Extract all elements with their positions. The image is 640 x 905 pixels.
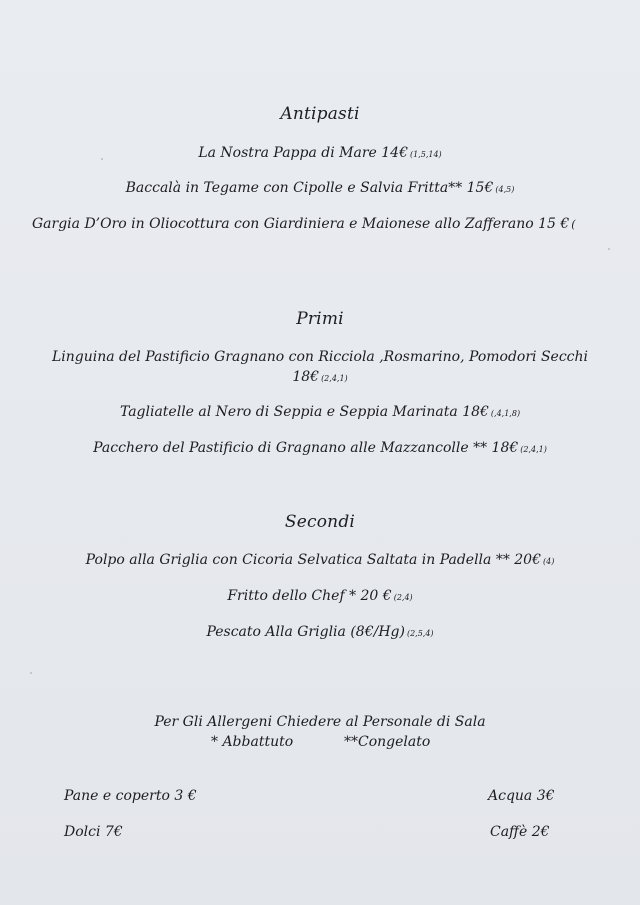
allergen-codes: (4) — [543, 557, 555, 566]
dish-name: Fritto dello Chef * 20 € — [227, 588, 392, 604]
menu-item — [0, 180, 640, 196]
dish-name: Pescato Alla Griglia (8€/Hg) — [206, 624, 405, 640]
menu-item — [0, 404, 640, 420]
allergen-codes: (2,4,1) — [321, 374, 348, 383]
dish-name: La Nostra Pappa di Mare 14€ — [198, 145, 408, 161]
allergen-note: Per Gli Allergeni Chiedere al Personale di Sala — [154, 714, 486, 730]
allergen-codes: (2,5,4) — [406, 629, 434, 638]
dish-name: Tagliatelle al Nero di Seppia e Seppia Marinata 18€ — [119, 404, 489, 420]
paper-speck — [608, 248, 610, 250]
dish-name: Linguina del Pastificio Gragnano con Ricciola ,Rosmarino, Pomodori Secchi — [51, 349, 589, 365]
menu-item — [0, 624, 640, 640]
allergen-codes: (4,5) — [495, 185, 515, 194]
allergen-codes: ( — [571, 218, 576, 231]
acqua-price: Acqua 3€ — [488, 788, 555, 804]
paper-speck — [101, 158, 103, 160]
menu-item — [32, 216, 640, 232]
menu-item-price — [0, 369, 640, 385]
section-title-secondi: Secondi — [284, 512, 356, 532]
menu-item — [0, 440, 640, 456]
dish-name: Polpo alla Griglia con Cicoria Selvatica Saltata in Padella ** 20€ — [85, 552, 541, 568]
pane-coperto-price: Pane e coperto 3 € — [64, 788, 197, 804]
menu-item — [0, 552, 640, 568]
allergen-codes: (1,5,14) — [409, 150, 442, 159]
caffe-price: Caffè 2€ — [490, 824, 550, 840]
dish-name: Pacchero del Pastificio di Gragnano alle Mazzancolle ** 18€ — [93, 440, 519, 456]
allergen-codes: (2,4,1) — [520, 445, 547, 454]
dish-name: Gargia D’Oro in Oliocottura con Giardiniera e Maionese allo Zafferano 15 € — [32, 216, 570, 232]
menu-item — [0, 145, 640, 161]
dolci-price: Dolci 7€ — [64, 824, 123, 840]
menu-item — [0, 349, 640, 365]
congelato-legend: **Congelato — [344, 734, 431, 750]
section-title-antipasti: Antipasti — [280, 104, 360, 124]
section-title-primi: Primi — [296, 309, 344, 329]
menu-item — [0, 588, 640, 604]
allergen-codes: (2,4) — [393, 593, 413, 602]
paper-speck — [30, 672, 32, 674]
dish-price: 18€ — [292, 369, 320, 385]
abbattuto-legend: * Abbattuto — [211, 734, 294, 750]
allergen-codes: (,4,1,8) — [490, 409, 521, 418]
dish-name: Baccalà in Tegame con Cipolle e Salvia Fritta** 15€ — [125, 180, 494, 196]
